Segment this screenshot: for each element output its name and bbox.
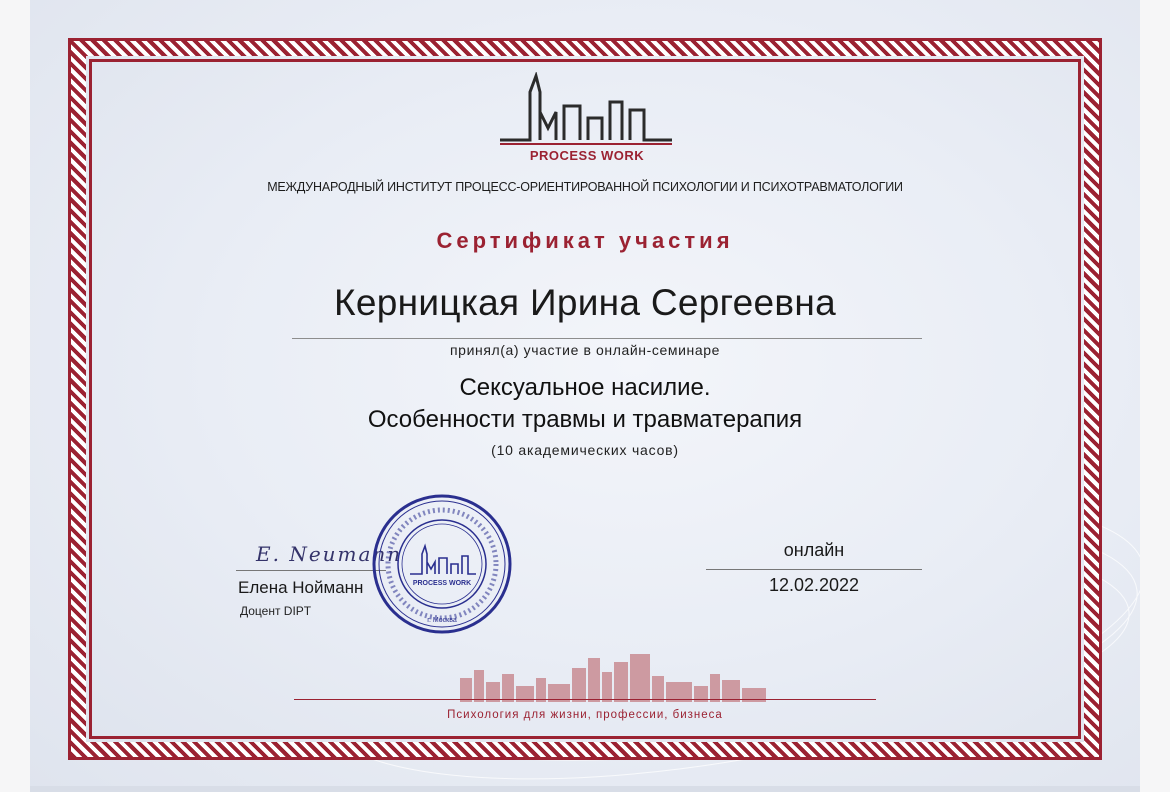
hours-text: (10 академических часов) [491,442,679,458]
bottom-divider [294,699,876,700]
city-skyline-icon [450,648,780,702]
bottom-strip [30,786,1140,792]
certificate-title: Сертификат участия [436,228,734,253]
certificate [30,0,1140,792]
tagline: Психология для жизни, профессии, бизнеса [447,709,723,721]
participation-text: принял(а) участие в онлайн-семинаре [450,342,720,358]
name-underline [292,338,922,339]
stamp-city: г. Москва [427,617,457,624]
right-margin [1140,0,1170,792]
format-label: онлайн [783,540,845,560]
official-stamp [370,492,514,636]
certificate-date: 12.02.2022 [768,575,860,595]
stamp-center-text: PROCESS WORK [412,580,472,587]
signature-line [236,570,386,571]
handwritten-signature: E. Neumann [256,542,403,566]
signer-name: Елена Нойманн [238,578,364,597]
left-margin [0,0,30,792]
logo-text: PROCESS WORK [529,148,645,163]
seminar-title-line2: Особенности травмы и травматерапия [367,406,803,433]
signer-role: Доцент DIPT [240,604,312,618]
institute-name: МЕЖДУНАРОДНЫЙ ИНСТИТУТ ПРОЦЕСС-ОРИЕНТИРОВАННОЙ ПСИХОЛОГИИ И ПСИХОТРАВМАТОЛОГИИ [267,180,903,194]
recipient-name: Керницкая Ирина Сергеевна [334,282,836,323]
format-line [706,569,922,570]
seminar-title-line1: Сексуальное насилие. [459,374,711,401]
